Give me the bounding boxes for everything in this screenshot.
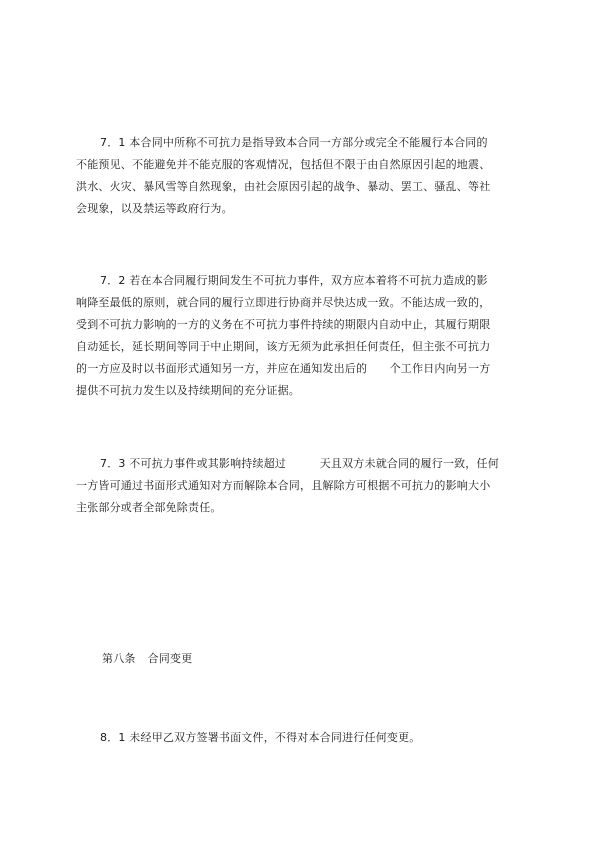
clause-7-2-line-2: 响降至最低的原则，就合同的履行立即进行协商并尽快达成一致。不能达成一致的，	[76, 296, 491, 309]
article-8-title: 合同变更	[147, 652, 193, 665]
clause-7-3-line-1: 7．3 不可抗力事件或其影响持续超过 天且双方未就合同的履行一致，任何	[100, 457, 499, 470]
clause-7-3-line-2: 一方皆可通过书面形式通知对方而解除本合同，且解除方可根据不可抗力的影响大小	[76, 479, 491, 492]
clause-7-1-line-4: 会现象，以及禁运等政府行为。	[76, 202, 233, 215]
clause-7-3-line-3: 主张部分或者全部免除责任。	[76, 501, 222, 514]
clause-7-3	[76, 453, 524, 519]
clause-8-1: 8．1 未经甲乙双方签署书面文件，不得对本合同进行任何变更。	[100, 731, 421, 744]
clause-7-1	[76, 132, 524, 220]
clause-7-2	[76, 270, 524, 402]
clause-7-2-line-5: 的一方应及时以书面形式通知另一方，并应在通知发出后的 个工作日内向另一方	[76, 362, 491, 375]
clause-7-2-line-6: 提供不可抗力发生以及持续期间的充分证据。	[76, 384, 300, 397]
clause-7-2-line-3: 受到不可抗力影响的一方的义务在不可抗力事件持续的期限内自动中止，其履行期限	[76, 318, 491, 331]
clause-7-2-line-4: 自动延长，延长期间等同于中止期间，该方无须为此承担任何责任，但主张不可抗力	[76, 340, 491, 353]
clause-7-1-line-3: 洪水、火灾、暴风雪等自然现象，由社会原因引起的战争、暴动、罢工、骚乱、等社	[76, 180, 491, 193]
clause-7-2-line-1: 7．2 若在本合同履行期间发生不可抗力事件，双方应本着将不可抗力造成的影	[100, 274, 488, 287]
clause-7-1-line-2: 不能预见、不能避免并不能克服的客观情况，包括但不限于由自然原因引起的地震、	[76, 158, 491, 171]
article-8-number: 第八条	[102, 652, 136, 665]
clause-7-1-line-1: 7．1 本合同中所称不可抗力是指导致本合同一方部分或完全不能履行本合同的	[100, 136, 488, 149]
article-8-heading	[102, 648, 192, 670]
